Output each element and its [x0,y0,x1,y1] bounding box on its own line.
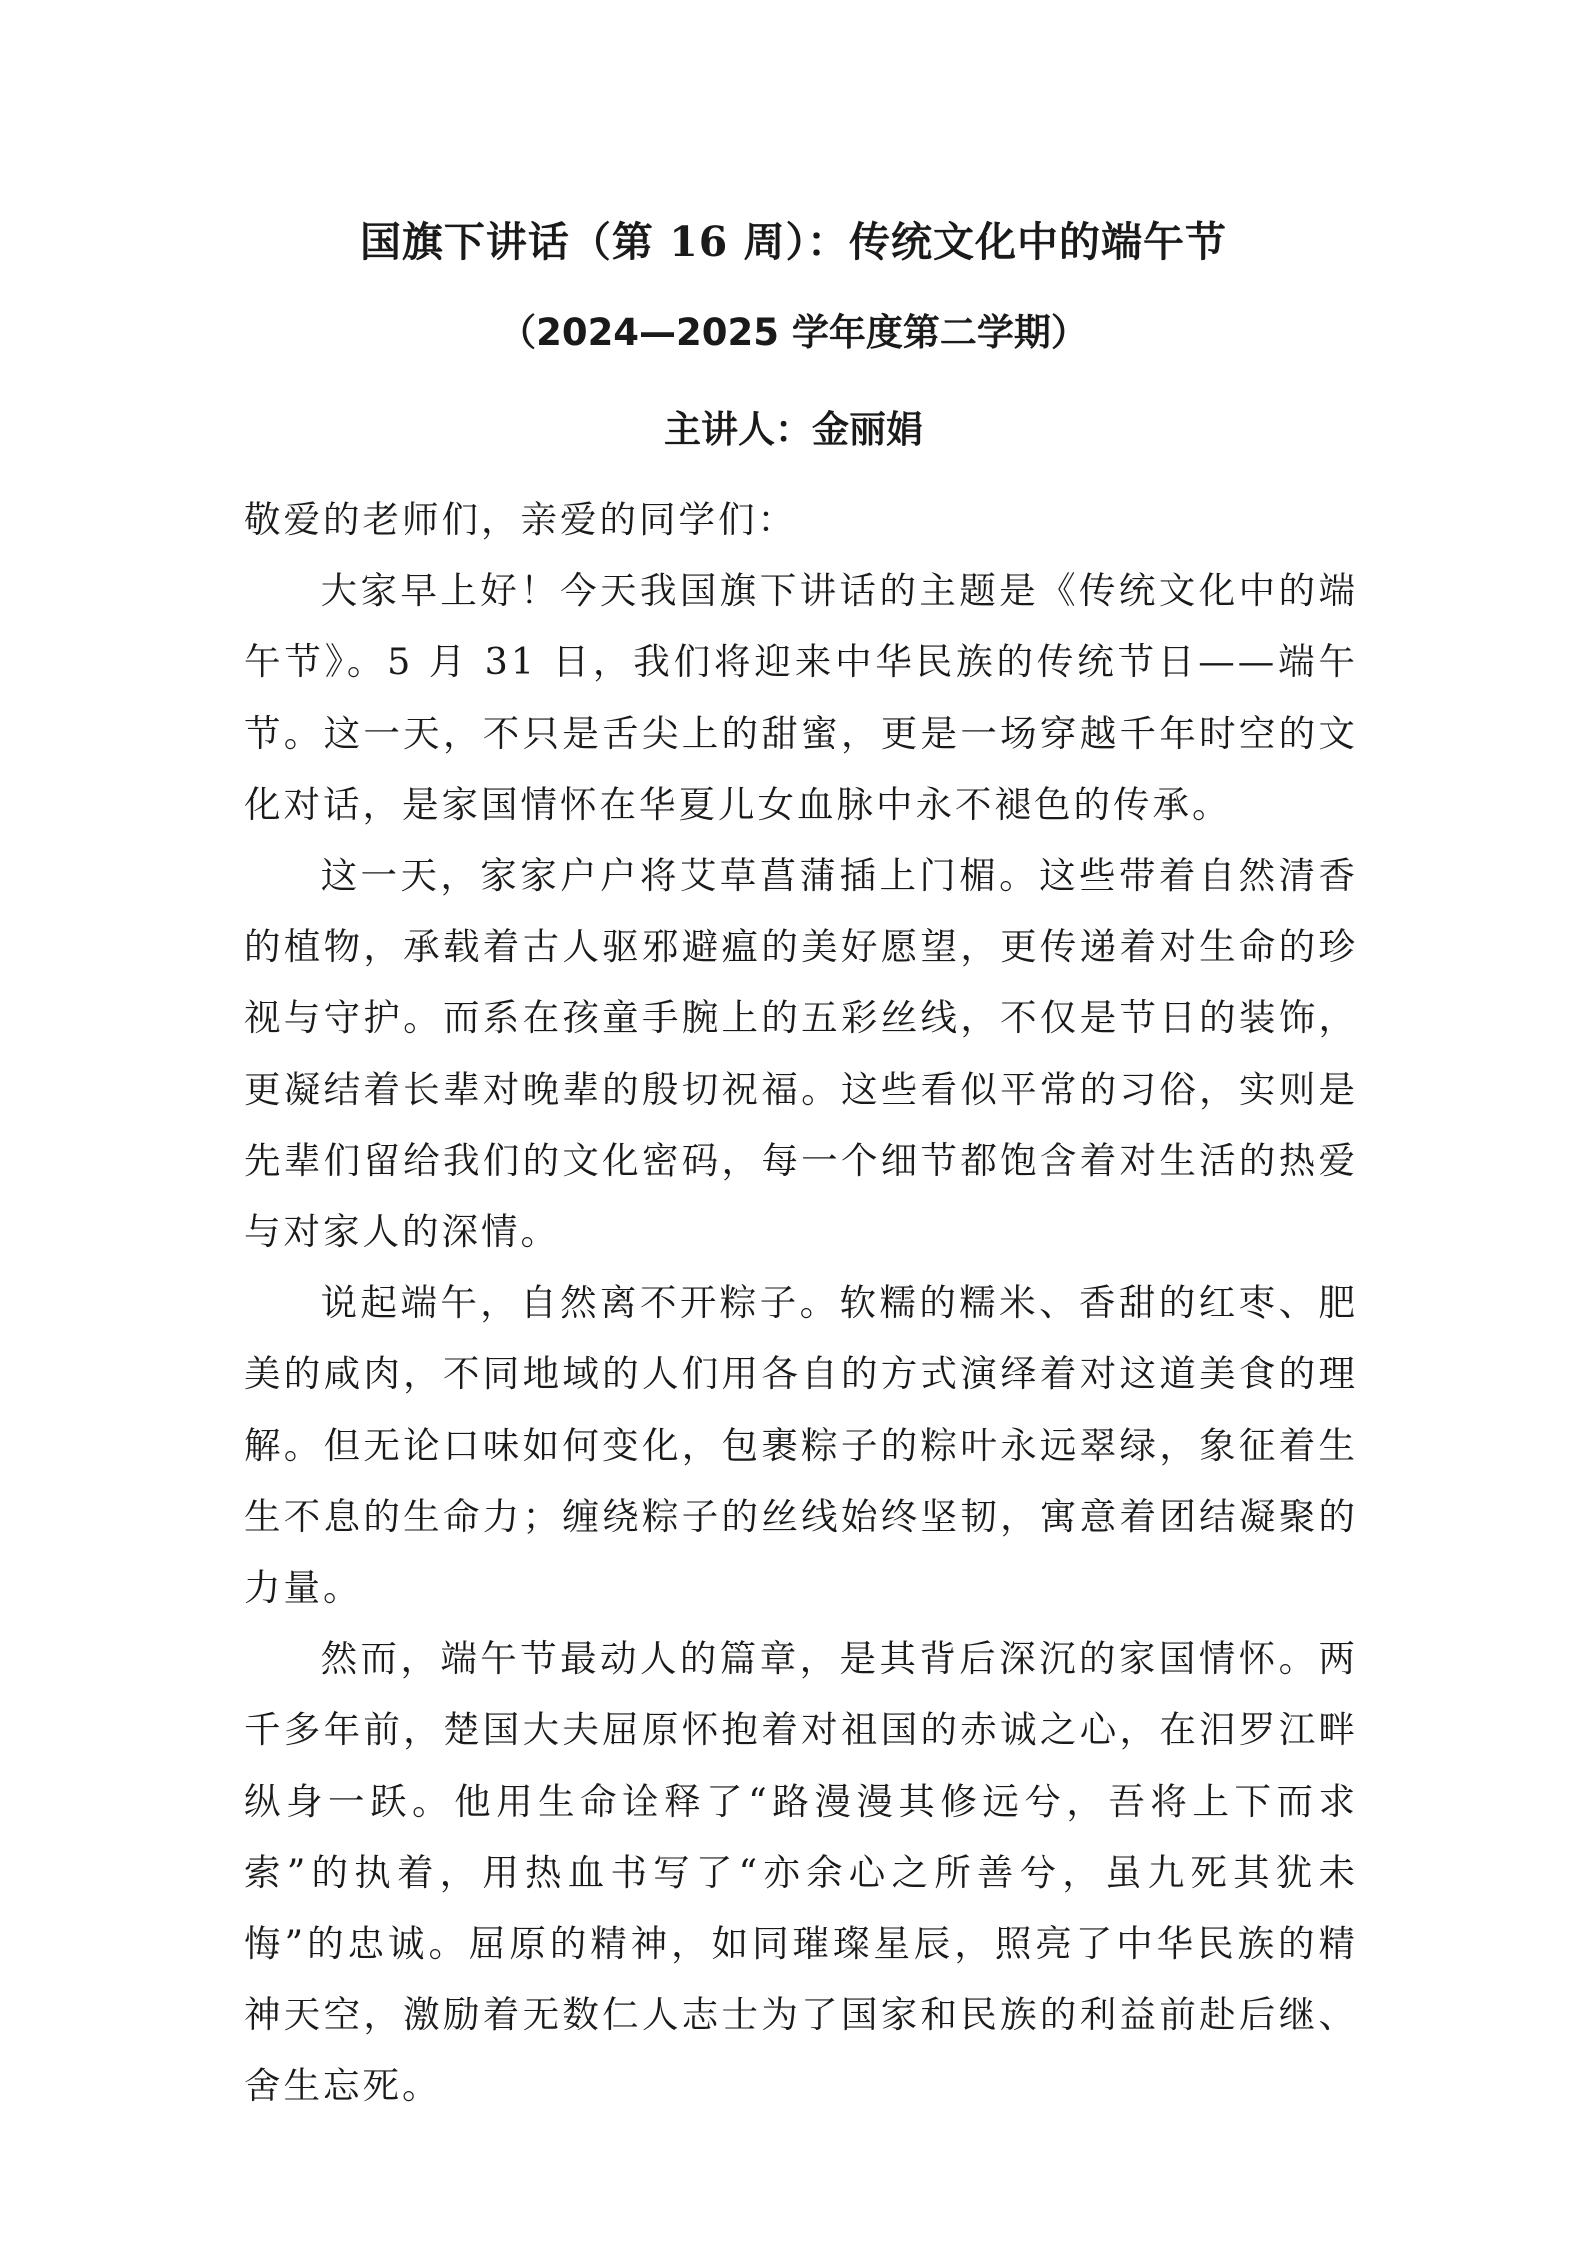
paragraph-customs: 这一天，家家户户将艾草菖蒲插上门楣。这些带着自然清香的植物，承载着古人驱邪避瘟的美好愿望，更传递着对生命的珍视与守护。而系在孩童手腕上的五彩丝线，不仅是节日的装饰，更凝结着长辈对晚辈的殷切祝福。这些看似平常的习俗，实则是先辈们留给我们的文化密码，每一个细节都饱含着对生活的热爱与对家人的深情。 [244,854,1358,1254]
speech-body [244,484,1358,2122]
document-subtitle: （2024—2025 学年度第二学期） [499,311,1088,354]
paragraph-opening: 大家早上好！今天我国旗下讲话的主题是《传统文化中的端午节》。5 月 31 日，我们将迎来中华民族的传统节日——端午节。这一天，不只是舌尖上的甜蜜，更是一场穿越千年时空的文化对话，是家国情怀在华夏儿女血脉中永不褪色的传承。 [244,569,1358,826]
document-title: 国旗下讲话（第 16 周）：传统文化中的端午节 [359,218,1228,266]
greeting: 敬爱的老师们，亲爱的同学们： [244,498,797,541]
paragraph-quyuan: 然而，端午节最动人的篇章，是其背后深沉的家国情怀。两千多年前，楚国大夫屈原怀抱着对祖国的赤诚之心，在汨罗江畔纵身一跃。他用生命诠释了“路漫漫其修远兮，吾将上下而求索”的执着，用热血书写了“亦余心之所善兮，虽九死其犹未悔”的忠诚。屈原的精神，如同璀璨星辰，照亮了中华民族的精神天空，激励着无数仁人志士为了国家和民族的利益前赴后继、舍生忘死。 [244,1637,1358,2108]
paragraph-zongzi: 说起端午，自然离不开粽子。软糯的糯米、香甜的红枣、肥美的咸肉，不同地域的人们用各自的方式演绎着对这道美食的理解。但无论口味如何变化，包裹粽子的粽叶永远翠绿，象征着生生不息的生命力；缠绕粽子的丝线始终坚韧，寓意着团结凝聚的力量。 [244,1281,1358,1610]
speaker-line: 主讲人：金丽娟 [664,408,923,451]
